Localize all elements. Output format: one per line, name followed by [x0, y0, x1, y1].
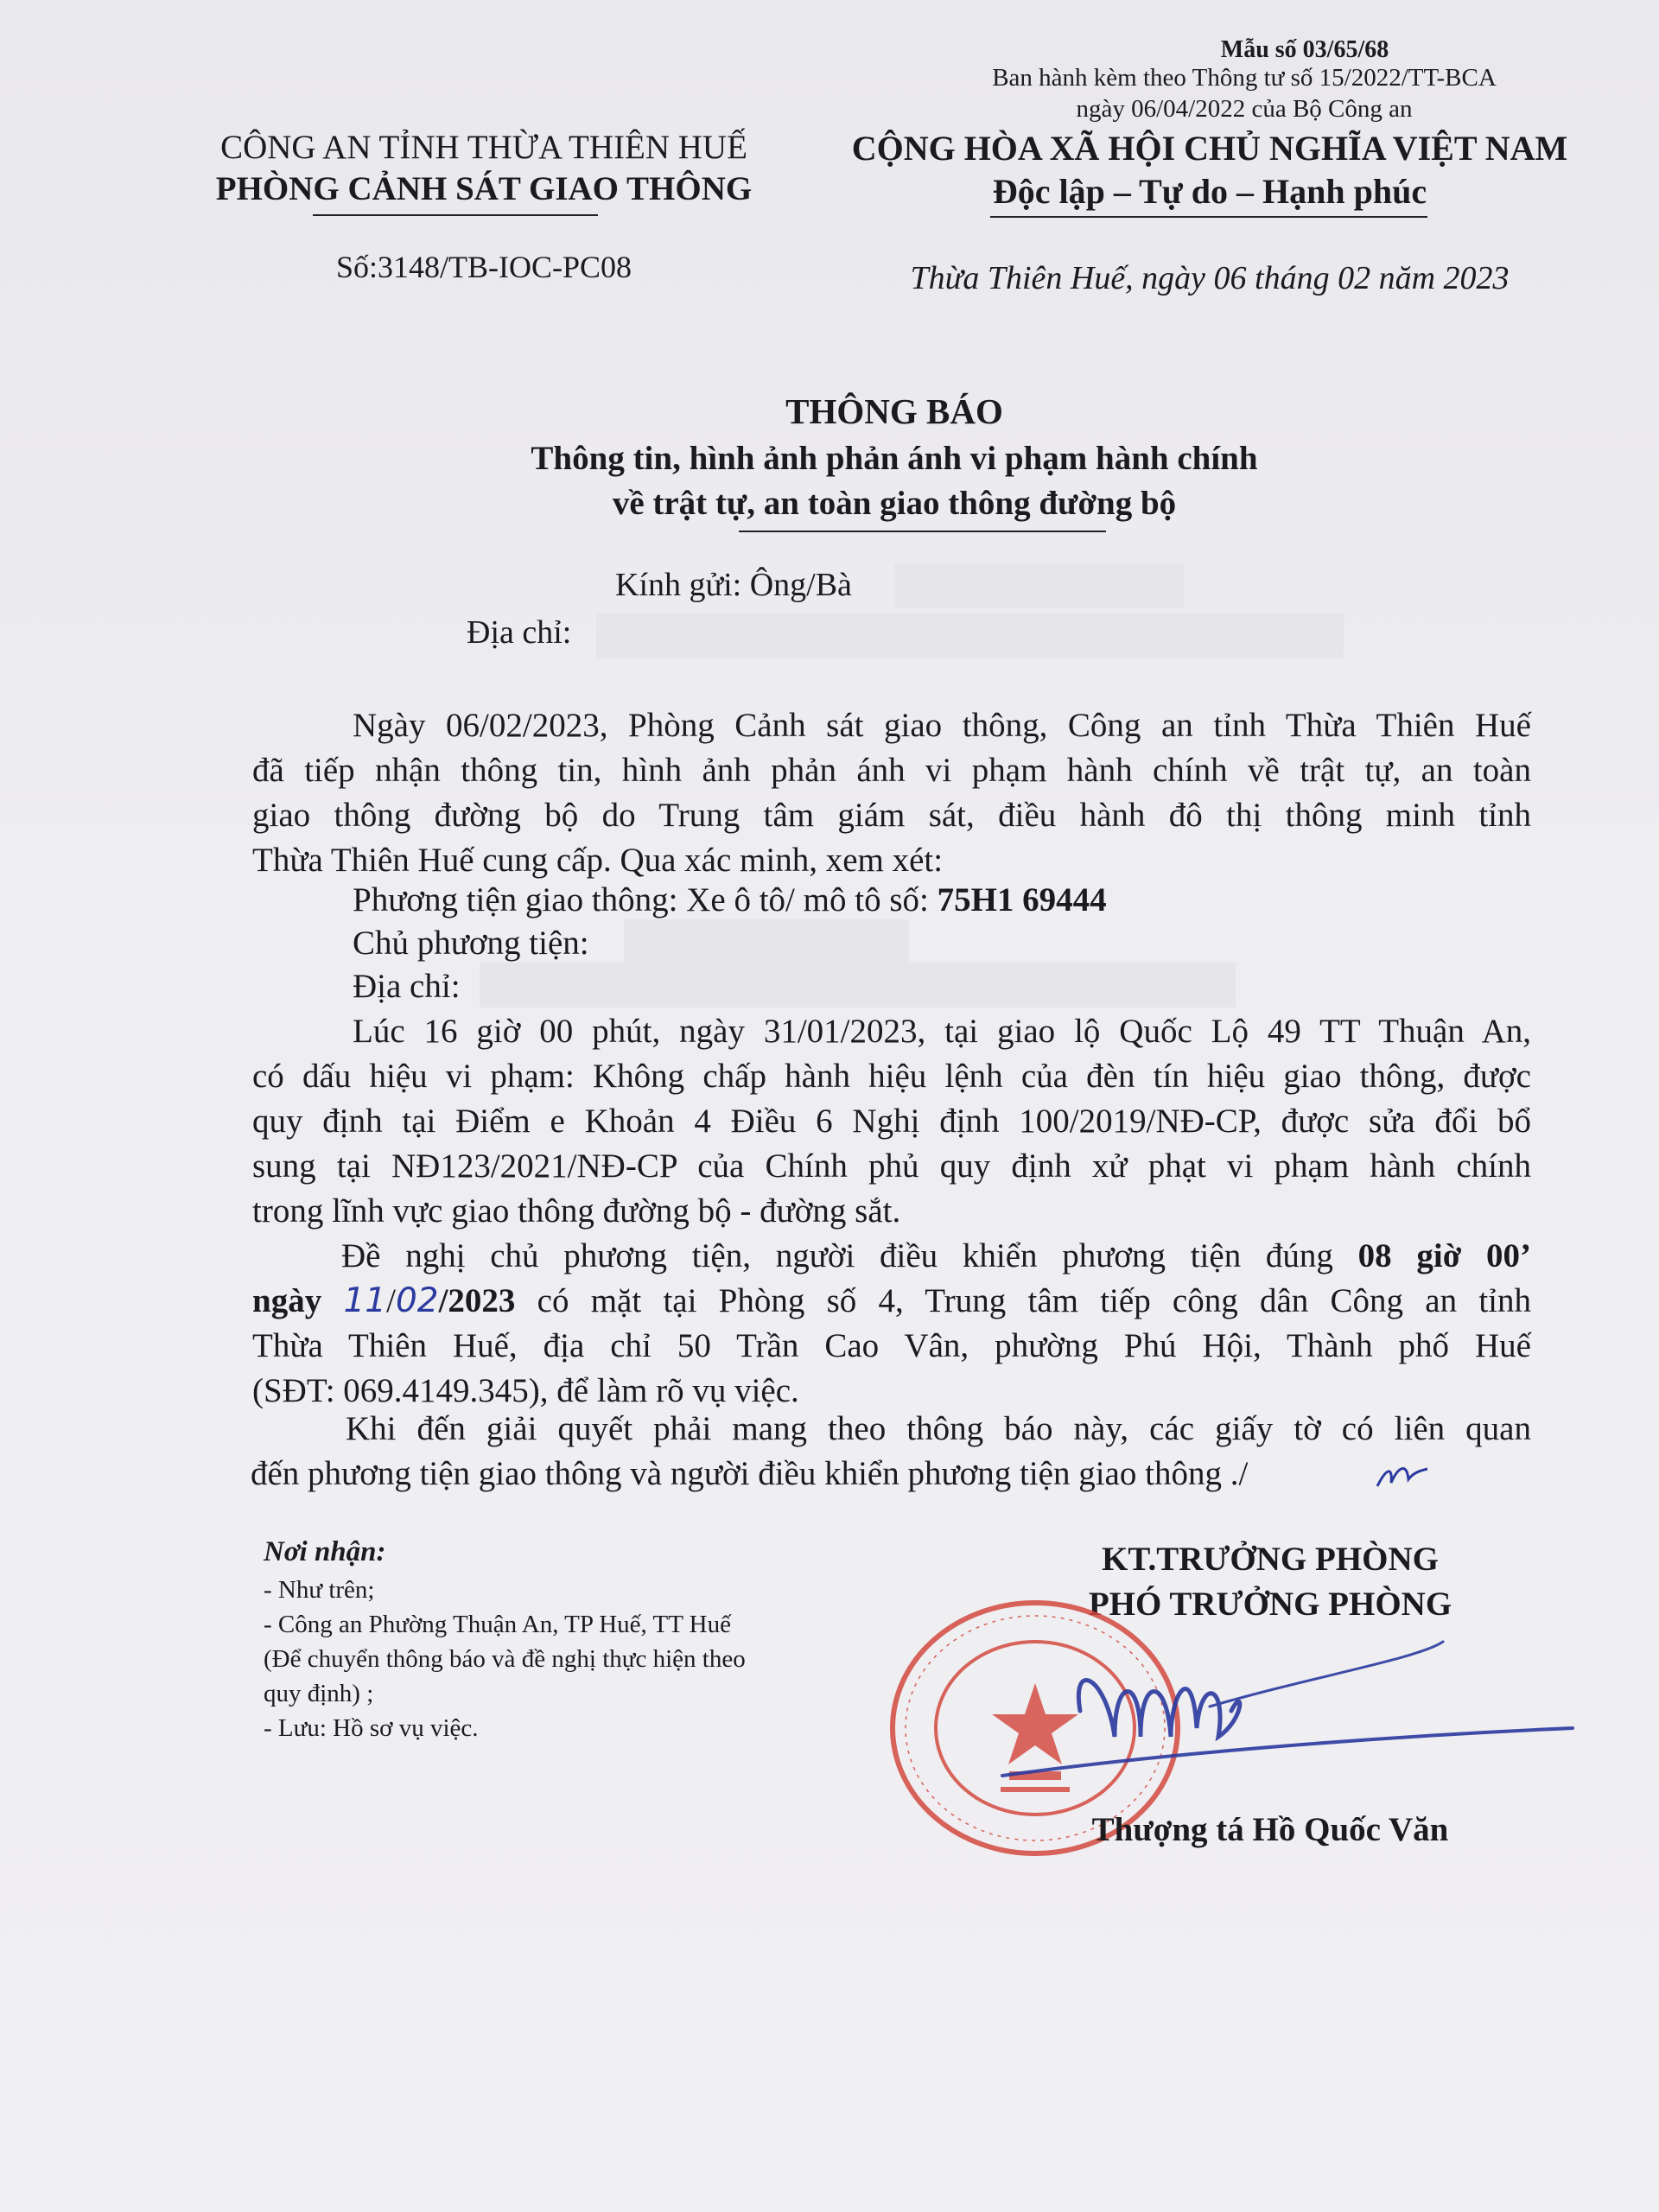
addressee-label: Kính gửi: Ông/Bà: [615, 567, 852, 603]
document-title: THÔNG BÁO: [785, 391, 1003, 431]
vehicle-plate: 75H1 69444: [937, 881, 1107, 918]
reference-number: Số:3148/TB-IOC-PC08: [335, 250, 632, 284]
place-and-date: Thừa Thiên Huế, ngày 06 tháng 02 năm 2023: [910, 260, 1510, 296]
vehicle-row: [353, 878, 1107, 923]
addressee-address-label: Địa chỉ:: [467, 614, 572, 651]
recipient-item: - Như trên;: [264, 1576, 375, 1604]
agency-underline: [313, 214, 598, 216]
recipient-item: (Để chuyển thông báo và đề nghị thực hiện theo: [264, 1645, 746, 1673]
subtitle-underline: [739, 531, 1106, 532]
recipients-title: Nơi nhận:: [264, 1536, 386, 1567]
agency-name-line-1: CÔNG AN TỈNH THỪA THIÊN HUẾ: [220, 129, 747, 166]
addressee-address-redacted: [596, 613, 1344, 658]
signer-name: Thượng tá Hồ Quốc Văn: [1091, 1811, 1449, 1848]
paragraph-3-line-4: (SĐT: 069.4149.345), để làm rõ vụ việc.: [252, 1372, 799, 1409]
paragraph-1-line-2: đã tiếp nhận thông tin, hình ảnh phản ánh vi phạm hành chính về trật tự, an toàn: [252, 752, 1531, 789]
paragraph-2-line-5: trong lĩnh vực giao thông đường bộ - đường sắt.: [252, 1192, 901, 1230]
appointment-day: 11: [343, 1281, 387, 1320]
paragraph-4-line-1: Khi đến giải quyết phải mang theo thông báo này, các giấy tờ có liên quan: [346, 1410, 1531, 1447]
form-issue-line-1: Ban hành kèm theo Thông tư số 15/2022/TT-BCA: [992, 64, 1497, 92]
handwritten-signature-icon: [985, 1624, 1590, 1797]
paragraph-2-line-2: có dấu hiệu vi phạm: Không chấp hành hiệu lệnh của đèn tín hiệu giao thông, được: [252, 1058, 1531, 1095]
paragraph-2-line-4: sung tại NĐ123/2021/NĐ-CP của Chính phủ quy định xử phạt vi phạm hành chính: [252, 1147, 1531, 1185]
recipient-item: - Công an Phường Thuận An, TP Huế, TT Huế: [264, 1611, 731, 1638]
form-issue-line-2: ngày 06/04/2022 của Bộ Công an: [1076, 95, 1413, 123]
appointment-location: có mặt tại Phòng số 4, Trung tâm tiếp công dân Công an tỉnh: [537, 1282, 1532, 1319]
paragraph-2-line-1: Lúc 16 giờ 00 phút, ngày 31/01/2023, tại giao lộ Quốc Lộ 49 TT Thuận An,: [353, 1013, 1531, 1050]
recipient-item: - Lưu: Hồ sơ vụ việc.: [264, 1714, 479, 1742]
initials-mark: [1372, 1453, 1433, 1497]
paragraph-3-line-3: Thừa Thiên Huế, địa chỉ 50 Trần Cao Vân, phường Phú Hội, Thành phố Huế: [252, 1327, 1531, 1364]
paragraph-1-line-4: Thừa Thiên Huế cung cấp. Qua xác minh, xem xét:: [252, 842, 944, 879]
agency-name-line-2: PHÒNG CẢNH SÁT GIAO THÔNG: [215, 170, 753, 207]
appointment-month: 02: [395, 1281, 439, 1320]
owner-name-redacted: [624, 919, 909, 963]
signature-title-2: PHÓ TRƯỞNG PHÒNG: [1088, 1586, 1452, 1623]
national-motto: Độc lập – Tự do – Hạnh phúc: [992, 172, 1427, 211]
recipient-item: quy định) ;: [264, 1680, 374, 1707]
paragraph-1-line-1: Ngày 06/02/2023, Phòng Cảnh sát giao thông, Công an tỉnh Thừa Thiên Huế: [353, 707, 1531, 744]
paragraph-3-line-1: [341, 1234, 1531, 1279]
paragraph-1-line-3: giao thông đường bộ do Trung tâm giám sát, điều hành đô thị thông minh tỉnh: [252, 797, 1531, 834]
addressee-name-redacted: [894, 563, 1184, 608]
date-separator: /: [386, 1282, 396, 1319]
motto-underline: [990, 216, 1427, 218]
document-subtitle-line-1: Thông tin, hình ảnh phản ánh vi phạm hành chính: [531, 440, 1258, 477]
national-title: CỘNG HÒA XÃ HỘI CHỦ NGHĨA VIỆT NAM: [851, 129, 1568, 168]
paragraph-3-line-2: [252, 1279, 1531, 1324]
owner-label: Chủ phương tiện:: [353, 925, 589, 962]
appointment-day-label: ngày: [252, 1282, 322, 1319]
owner-address-label: Địa chỉ:: [353, 968, 461, 1005]
form-number: Mẫu số 03/65/68: [1220, 36, 1389, 63]
vehicle-label: Phương tiện giao thông: Xe ô tô/ mô tô số:: [353, 881, 929, 918]
appointment-time: 08 giờ 00’: [1357, 1237, 1531, 1274]
owner-address-redacted: [480, 963, 1236, 1007]
appointment-year: /2023: [438, 1282, 516, 1319]
document-subtitle-line-2: về trật tự, an toàn giao thông đường bộ: [612, 485, 1177, 522]
paragraph-2-line-3: quy định tại Điểm e Khoản 4 Điều 6 Nghị định 100/2019/NĐ-CP, được sửa đổi bổ: [252, 1103, 1531, 1140]
appointment-request: Đề nghị chủ phương tiện, người điều khiển phương tiện đúng: [341, 1237, 1333, 1274]
signature-title-1: KT.TRƯỞNG PHÒNG: [1102, 1541, 1439, 1578]
paragraph-4-line-2: đến phương tiện giao thông và người điều khiển phương tiện giao thông ./: [251, 1455, 1249, 1492]
